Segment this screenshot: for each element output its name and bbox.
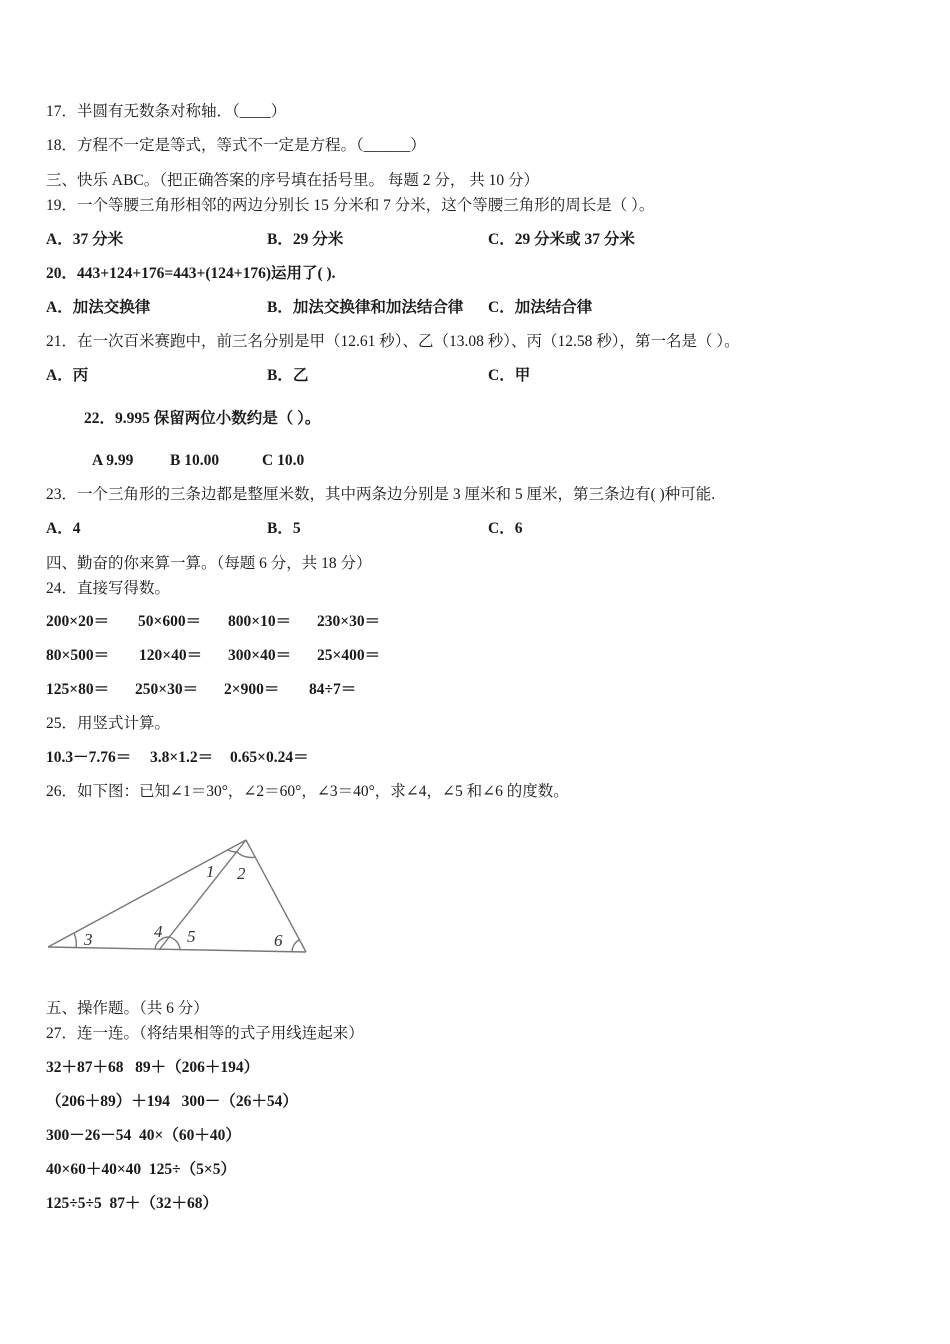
match-row — [46, 1126, 241, 1146]
option-b: B．加法交换律和加法结合律 — [267, 299, 464, 316]
angle-arc — [292, 940, 299, 952]
calc-item: 2×900＝ — [224, 681, 280, 698]
calc-item: 84÷7＝ — [309, 681, 357, 698]
match-left: （206＋89）＋194 — [46, 1093, 171, 1110]
question-27-stem: 27．连一连。（将结果相等的式子用线连起来） — [46, 1025, 364, 1042]
match-right: 40×（60＋40） — [139, 1127, 241, 1144]
option-c: C．加法结合律 — [488, 299, 593, 316]
angle-arc — [228, 850, 237, 852]
calc-item: 125×80＝ — [46, 681, 110, 698]
calc-item: 120×40＝ — [139, 647, 203, 664]
angle-label: 5 — [187, 927, 196, 946]
option-b: B．乙 — [267, 367, 309, 384]
section-3-heading: 三、快乐 ABC。（把正确答案的序号填在括号里。 每题 2 分， 共 10 分） — [46, 172, 539, 189]
calc-item: 0.65×0.24＝ — [230, 749, 309, 766]
calc-item: 25×400＝ — [317, 647, 381, 664]
calc-item: 80×500＝ — [46, 647, 110, 664]
option-b: B 10.00 — [170, 452, 220, 469]
angle-label: 4 — [154, 922, 163, 941]
option-b: B．29 分米 — [267, 231, 344, 248]
match-right: 125÷（5×5） — [148, 1161, 237, 1178]
calc-item: 800×10＝ — [228, 613, 292, 630]
option-c: C．6 — [488, 520, 523, 537]
match-right: 87＋（32＋68） — [109, 1195, 219, 1212]
angle-arc — [74, 933, 76, 948]
calc-item: 300×40＝ — [228, 647, 292, 664]
question-18: 18．方程不一定是等式，等式不一定是方程。（______） — [46, 137, 426, 154]
section-4-heading: 四、勤奋的你来算一算。（每题 6 分，共 18 分） — [46, 555, 372, 572]
question-21-stem: 21．在一次百米赛跑中，前三名分别是甲（12.61 秒）、乙（13.08 秒）、丙（12.58 秒），第一名是（ ）。 — [46, 333, 740, 350]
calc-item: 230×30＝ — [317, 613, 381, 630]
angle-label: 2 — [237, 864, 246, 883]
calc-item: 200×20＝ — [46, 613, 110, 630]
question-24-stem: 24．直接写得数。 — [46, 580, 171, 597]
calc-item: 3.8×1.2＝ — [150, 749, 214, 766]
match-left: 40×60＋40×40 — [46, 1161, 142, 1178]
option-b: B．5 — [267, 520, 301, 537]
calc-item: 250×30＝ — [135, 681, 199, 698]
match-row — [46, 1092, 298, 1112]
question-26-stem: 26．如下图：已知∠1＝30°，∠2＝60°，∠3＝40°，求∠4，∠5 和∠6 的度数。 — [46, 783, 569, 800]
triangle-edge — [48, 840, 246, 947]
triangle-figure — [44, 832, 314, 958]
question-20-stem: 20．443+124+176=443+(124+176)运用了( ). — [46, 265, 336, 282]
question-19-stem: 19．一个等腰三角形相邻的两边分别长 15 分米和 7 分米，这个等腰三角形的周长是（ ）。 — [46, 197, 655, 214]
option-c: C 10.0 — [262, 452, 305, 469]
option-a: A．丙 — [46, 367, 89, 384]
angle-label: 3 — [84, 930, 93, 949]
question-25-stem: 25．用竖式计算。 — [46, 715, 171, 732]
calc-item: 10.3－7.76＝ — [46, 749, 132, 766]
match-row — [46, 1194, 218, 1214]
option-a: A．4 — [46, 520, 81, 537]
match-left: 300－26－54 — [46, 1127, 132, 1144]
match-row — [46, 1058, 259, 1078]
match-left: 125÷5÷5 — [46, 1195, 102, 1212]
option-a: A．37 分米 — [46, 231, 124, 248]
option-a: A．加法交换律 — [46, 299, 151, 316]
question-23-stem: 23．一个三角形的三条边都是整厘米数，其中两条边分别是 3 厘米和 5 厘米，第三条边有( )种可能. — [46, 486, 716, 503]
angle-label: 1 — [206, 862, 215, 881]
section-5-heading: 五、操作题。（共 6 分） — [46, 1000, 209, 1017]
option-c: C．29 分米或 37 分米 — [488, 231, 635, 248]
calc-item: 50×600＝ — [138, 613, 202, 630]
question-17: 17．半圆有无数条对称轴．（____） — [46, 103, 287, 120]
option-c: C．甲 — [488, 367, 531, 384]
angle-label: 6 — [274, 931, 283, 950]
match-right: 300－（26＋54） — [181, 1093, 298, 1110]
match-left: 32＋87＋68 — [46, 1059, 124, 1076]
option-a: A 9.99 — [92, 452, 134, 469]
match-right: 89＋（206＋194） — [135, 1059, 260, 1076]
match-row — [46, 1160, 236, 1180]
angle-arc — [169, 937, 180, 950]
triangle-edge — [159, 840, 246, 950]
question-22-stem: 22．9.995 保留两位小数约是（ ）。 — [84, 410, 321, 427]
